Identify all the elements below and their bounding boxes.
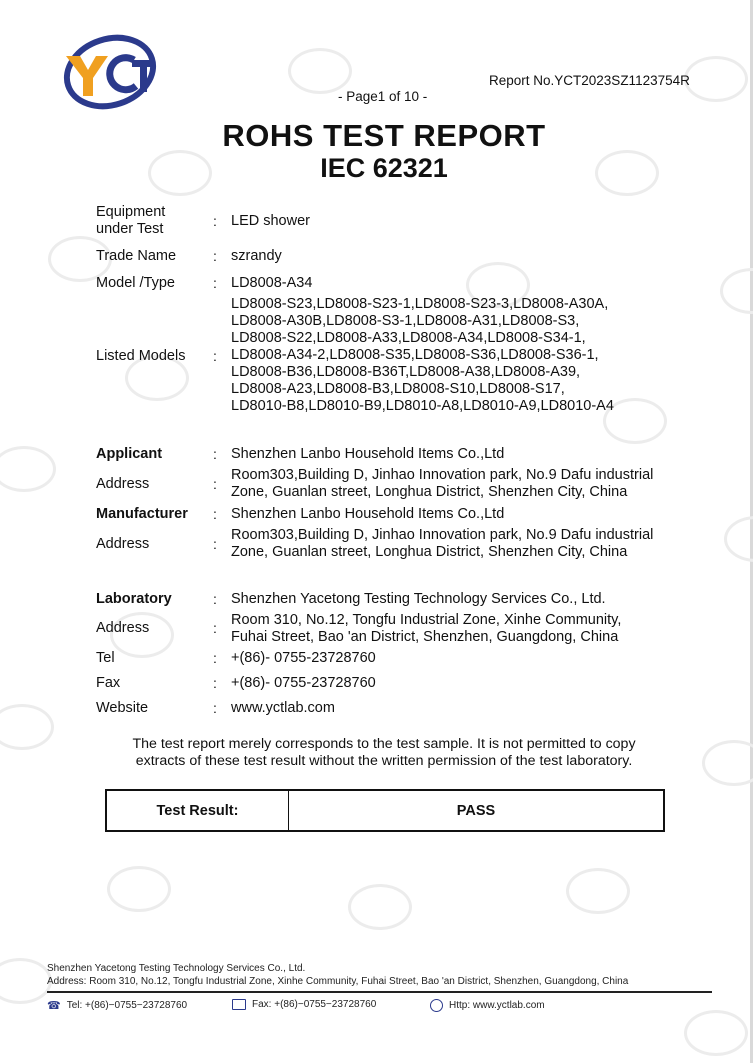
watermark-logo	[107, 866, 171, 912]
test-result-label: Test Result:	[107, 791, 289, 830]
watermark-logo	[566, 868, 630, 914]
page-indicator: - Page1 of 10 -	[338, 89, 428, 104]
fax-icon	[232, 999, 246, 1010]
listed-models-label: Listed Models	[96, 348, 186, 364]
test-result-table	[105, 789, 665, 832]
colon: :	[213, 248, 217, 264]
laboratory-label: Laboratory	[96, 591, 172, 607]
colon: :	[213, 446, 217, 462]
address-line: Fuhai Street, Bao 'an District, Shenzhen, Guangdong, China	[231, 629, 619, 645]
listed-models-line: LD8008-A23,LD8008-B3,LD8008-S10,LD8008-S17,	[231, 381, 565, 397]
colon: :	[213, 275, 217, 291]
address-line: Zone, Guanlan street, Longhua District, Shenzhen City, China	[231, 544, 628, 560]
report-standard: IEC 62321	[320, 153, 448, 183]
watermark-logo	[0, 446, 56, 492]
address-line: Zone, Guanlan street, Longhua District, Shenzhen City, China	[231, 484, 628, 500]
colon: :	[213, 348, 217, 364]
website-label: Website	[96, 700, 149, 716]
listed-models-line: LD8008-S22,LD8008-A33,LD8008-A34,LD8008-S34-1,	[231, 330, 586, 346]
equipment-label-1: Equipment	[96, 204, 166, 220]
address-line: Room 310, No.12, Tongfu Industrial Zone, Xinhe Community,	[231, 612, 622, 628]
disclaimer-line: The test report merely corresponds to the test sample. It is not permitted to copy	[132, 736, 636, 752]
listed-models-line: LD8008-A30B,LD8008-S3-1,LD8008-A31,LD8008-S3,	[231, 313, 580, 329]
applicant-value: Shenzhen Lanbo Household Items Co.,Ltd	[231, 446, 505, 462]
footer-fax	[232, 999, 376, 1010]
listed-models-value	[231, 296, 614, 415]
watermark-logo	[724, 516, 753, 562]
listed-models-line: LD8008-B36,LD8008-B36T,LD8008-A38,LD8008-A39,	[231, 364, 581, 380]
report-number: Report No.YCT2023SZ1123754R	[489, 73, 690, 88]
footer-divider	[47, 991, 712, 993]
listed-models-line: LD8008-S23,LD8008-S23-1,LD8008-S23-3,LD8008-A30A,	[231, 296, 609, 312]
footer-address: Address: Room 310, No.12, Tongfu Industrial Zone, Xinhe Community, Fuhai Street, Bao 'an District, Shenzhen, Guangdong, China	[47, 976, 629, 987]
footer-tel	[47, 999, 187, 1012]
test-result-value: PASS	[456, 802, 496, 819]
manufacturer-address-value	[231, 527, 653, 561]
manufacturer-label: Manufacturer	[96, 506, 188, 522]
manufacturer-address-label: Address	[96, 536, 150, 552]
watermark-logo	[702, 740, 753, 786]
footer-company: Shenzhen Yacetong Testing Technology Services Co., Ltd.	[47, 963, 306, 974]
footer-tel-text: Tel: +(86)−0755−23728760	[66, 1000, 188, 1011]
equipment-label-2: under Test	[96, 221, 164, 237]
company-logo	[62, 34, 158, 110]
trade-name-value: szrandy	[231, 248, 282, 264]
colon: :	[213, 675, 217, 691]
tel-label: Tel	[96, 650, 115, 666]
fax-label: Fax	[96, 675, 121, 691]
disclaimer	[60, 736, 708, 770]
applicant-label: Applicant	[96, 446, 163, 462]
trade-name-label: Trade Name	[96, 248, 177, 264]
report-title: ROHS TEST REPORT	[222, 118, 546, 153]
model-label: Model /Type	[96, 275, 175, 291]
laboratory-address-value	[231, 612, 621, 646]
tel-value: +(86)- 0755-23728760	[231, 650, 376, 666]
listed-models-line: LD8008-A34-2,LD8008-S35,LD8008-S36,LD8008-S36-1,	[231, 347, 599, 363]
phone-icon: ☎	[47, 1000, 61, 1012]
equipment-value: LED shower	[231, 213, 310, 229]
watermark-logo	[348, 884, 412, 930]
website-value: www.yctlab.com	[231, 700, 335, 716]
colon: :	[213, 591, 217, 607]
watermark-logo	[720, 268, 753, 314]
globe-icon	[430, 999, 443, 1012]
applicant-address-label: Address	[96, 476, 150, 492]
model-value: LD8008-A34	[231, 275, 313, 291]
laboratory-value: Shenzhen Yacetong Testing Technology Services Co., Ltd.	[231, 591, 606, 607]
colon: :	[213, 213, 217, 229]
applicant-address-value	[231, 467, 653, 501]
colon: :	[213, 506, 217, 522]
watermark-logo	[0, 958, 52, 1004]
address-line: Room303,Building D, Jinhao Innovation park, No.9 Dafu industrial	[231, 467, 654, 483]
footer-website-text: Http: www.yctlab.com	[449, 1000, 545, 1011]
footer-fax-text: Fax: +(86)−0755−23728760	[252, 999, 377, 1010]
colon: :	[213, 620, 217, 636]
colon: :	[213, 536, 217, 552]
colon: :	[213, 650, 217, 666]
watermark-logo	[684, 56, 748, 102]
disclaimer-line: extracts of these test result without the written permission of the test laboratory.	[135, 753, 633, 769]
address-line: Room303,Building D, Jinhao Innovation park, No.9 Dafu industrial	[231, 527, 654, 543]
laboratory-address-label: Address	[96, 620, 150, 636]
colon: :	[213, 476, 217, 492]
fax-value: +(86)- 0755-23728760	[231, 675, 376, 691]
watermark-logo	[288, 48, 352, 94]
listed-models-line: LD8010-B8,LD8010-B9,LD8010-A8,LD8010-A9,LD8010-A4	[231, 398, 614, 414]
footer-website	[430, 999, 545, 1012]
manufacturer-value: Shenzhen Lanbo Household Items Co.,Ltd	[231, 506, 505, 522]
watermark-logo	[684, 1010, 748, 1056]
colon: :	[213, 700, 217, 716]
watermark-logo	[0, 704, 54, 750]
